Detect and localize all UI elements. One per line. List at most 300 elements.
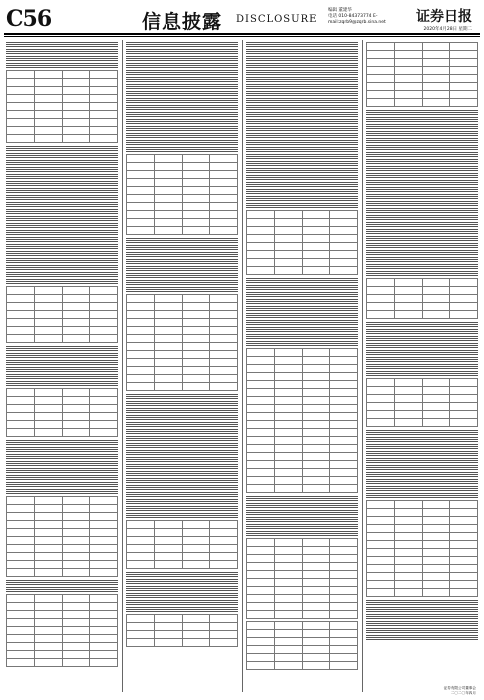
body-text-block bbox=[366, 158, 478, 164]
table-cell bbox=[7, 295, 35, 303]
table-row bbox=[7, 659, 118, 667]
body-text-block bbox=[126, 97, 238, 103]
table-cell bbox=[302, 603, 330, 611]
table-cell bbox=[247, 654, 275, 662]
disclosure-table bbox=[126, 294, 238, 391]
table-cell bbox=[422, 287, 450, 295]
table-cell bbox=[450, 43, 478, 51]
body-text-block bbox=[126, 435, 238, 441]
body-text-block bbox=[246, 319, 358, 325]
table-cell bbox=[302, 611, 330, 619]
table-cell bbox=[34, 389, 62, 397]
table-cell bbox=[330, 539, 358, 547]
table-cell bbox=[302, 235, 330, 243]
table-cell bbox=[154, 195, 182, 203]
table-cell bbox=[62, 287, 90, 295]
table-cell bbox=[90, 335, 118, 343]
table-cell bbox=[154, 537, 182, 545]
body-text-block bbox=[6, 264, 118, 270]
table-cell bbox=[127, 615, 155, 623]
table-cell bbox=[34, 135, 62, 143]
table-row bbox=[367, 525, 478, 533]
table-cell bbox=[274, 611, 302, 619]
body-text-block bbox=[126, 491, 238, 497]
table-cell bbox=[127, 561, 155, 569]
table-cell bbox=[247, 259, 275, 267]
table-cell bbox=[154, 615, 182, 623]
table-cell bbox=[7, 119, 35, 127]
table-row bbox=[7, 103, 118, 111]
table-cell bbox=[394, 589, 422, 597]
table-cell bbox=[302, 429, 330, 437]
body-text-block bbox=[366, 436, 478, 442]
table-cell bbox=[274, 579, 302, 587]
body-text-block bbox=[246, 298, 358, 304]
table-cell bbox=[7, 497, 35, 505]
table-row bbox=[247, 469, 358, 477]
table-cell bbox=[247, 349, 275, 357]
table-cell bbox=[34, 537, 62, 545]
table-cell bbox=[247, 611, 275, 619]
table-cell bbox=[247, 477, 275, 485]
table-cell bbox=[247, 437, 275, 445]
body-text-block bbox=[366, 492, 478, 498]
table-cell bbox=[127, 171, 155, 179]
table-cell bbox=[7, 513, 35, 521]
body-text-block bbox=[366, 450, 478, 456]
table-cell bbox=[247, 373, 275, 381]
table-cell bbox=[154, 553, 182, 561]
table-cell bbox=[450, 59, 478, 67]
table-cell bbox=[182, 561, 210, 569]
table-cell bbox=[330, 579, 358, 587]
table-cell bbox=[210, 311, 238, 319]
table-cell bbox=[330, 563, 358, 571]
body-text-block bbox=[6, 488, 118, 494]
table-cell bbox=[422, 509, 450, 517]
table-cell bbox=[210, 639, 238, 647]
table-cell bbox=[274, 445, 302, 453]
table-cell bbox=[247, 211, 275, 219]
table-cell bbox=[90, 643, 118, 651]
table-cell bbox=[210, 359, 238, 367]
table-cell bbox=[302, 267, 330, 275]
body-text-block bbox=[366, 256, 478, 262]
table-cell bbox=[450, 541, 478, 549]
body-text-block bbox=[6, 257, 118, 263]
table-row bbox=[7, 521, 118, 529]
table-cell bbox=[90, 127, 118, 135]
table-cell bbox=[394, 581, 422, 589]
body-text-block bbox=[126, 139, 238, 145]
table-cell bbox=[34, 659, 62, 667]
table-cell bbox=[422, 581, 450, 589]
table-cell bbox=[7, 79, 35, 87]
table-cell bbox=[127, 631, 155, 639]
table-row bbox=[7, 335, 118, 343]
table-cell bbox=[34, 611, 62, 619]
table-row bbox=[7, 643, 118, 651]
table-cell bbox=[34, 635, 62, 643]
table-cell bbox=[302, 405, 330, 413]
table-cell bbox=[182, 351, 210, 359]
body-text-block bbox=[246, 132, 358, 138]
table-cell bbox=[154, 179, 182, 187]
table-cell bbox=[90, 569, 118, 577]
table-cell bbox=[34, 553, 62, 561]
body-text-block bbox=[366, 328, 478, 334]
table-cell bbox=[330, 421, 358, 429]
table-cell bbox=[127, 203, 155, 211]
table-cell bbox=[330, 469, 358, 477]
body-text-block bbox=[246, 41, 358, 47]
table-cell bbox=[422, 311, 450, 319]
table-row bbox=[247, 638, 358, 646]
body-text-block bbox=[246, 523, 358, 529]
disclosure-table bbox=[6, 70, 118, 143]
body-text-block bbox=[246, 509, 358, 515]
body-text-block bbox=[126, 606, 238, 612]
table-cell bbox=[7, 651, 35, 659]
body-text-block bbox=[6, 373, 118, 379]
table-cell bbox=[247, 539, 275, 547]
body-text-block bbox=[6, 453, 118, 459]
table-cell bbox=[394, 311, 422, 319]
body-text-block bbox=[246, 111, 358, 117]
table-row bbox=[367, 287, 478, 295]
table-cell bbox=[62, 651, 90, 659]
table-row bbox=[247, 235, 358, 243]
table-cell bbox=[154, 335, 182, 343]
masthead-meta bbox=[328, 8, 418, 26]
body-text-block bbox=[366, 242, 478, 248]
table-cell bbox=[422, 411, 450, 419]
table-cell bbox=[34, 287, 62, 295]
table-row bbox=[247, 477, 358, 485]
table-cell bbox=[330, 622, 358, 630]
table-row bbox=[127, 187, 238, 195]
table-cell bbox=[182, 311, 210, 319]
body-text-block bbox=[366, 144, 478, 150]
body-text-block bbox=[366, 109, 478, 115]
table-row bbox=[367, 91, 478, 99]
table-row bbox=[247, 373, 358, 381]
table-cell bbox=[450, 573, 478, 581]
table-cell bbox=[182, 163, 210, 171]
table-cell bbox=[450, 557, 478, 565]
table-cell bbox=[394, 295, 422, 303]
table-cell bbox=[62, 413, 90, 421]
body-text-block bbox=[6, 345, 118, 351]
table-cell bbox=[302, 421, 330, 429]
table-cell bbox=[127, 545, 155, 553]
body-text-block bbox=[126, 456, 238, 462]
table-cell bbox=[450, 51, 478, 59]
table-row bbox=[127, 623, 238, 631]
body-text-block bbox=[366, 485, 478, 491]
body-text-block bbox=[126, 132, 238, 138]
table-row bbox=[367, 517, 478, 525]
table-cell bbox=[154, 359, 182, 367]
table-cell bbox=[34, 335, 62, 343]
table-cell bbox=[154, 351, 182, 359]
body-text-block bbox=[246, 340, 358, 346]
disclosure-table bbox=[6, 388, 118, 437]
body-text-block bbox=[246, 160, 358, 166]
table-cell bbox=[7, 135, 35, 143]
table-cell bbox=[210, 553, 238, 561]
body-text-block bbox=[6, 41, 118, 47]
footer-line-1: 证券有限公司董事会 bbox=[443, 686, 476, 690]
body-text-block bbox=[126, 407, 238, 413]
table-cell bbox=[247, 638, 275, 646]
table-cell bbox=[90, 529, 118, 537]
table-cell bbox=[34, 79, 62, 87]
table-cell bbox=[394, 387, 422, 395]
table-cell bbox=[127, 553, 155, 561]
table-row bbox=[127, 311, 238, 319]
table-cell bbox=[450, 565, 478, 573]
table-cell bbox=[274, 349, 302, 357]
table-cell bbox=[247, 469, 275, 477]
issue-date: 2020年4月28日 星期二 bbox=[423, 27, 472, 32]
body-text-block bbox=[366, 349, 478, 355]
table-cell bbox=[274, 235, 302, 243]
table-cell bbox=[182, 195, 210, 203]
disclosure-table bbox=[126, 520, 238, 569]
table-cell bbox=[422, 419, 450, 427]
body-text-block bbox=[366, 321, 478, 327]
table-cell bbox=[154, 383, 182, 391]
table-row bbox=[367, 395, 478, 403]
body-text-block bbox=[6, 173, 118, 179]
table-cell bbox=[247, 603, 275, 611]
table-cell bbox=[450, 501, 478, 509]
table-cell bbox=[330, 630, 358, 638]
table-cell bbox=[450, 525, 478, 533]
table-cell bbox=[274, 381, 302, 389]
table-cell bbox=[34, 521, 62, 529]
table-cell bbox=[34, 303, 62, 311]
table-cell bbox=[302, 357, 330, 365]
table-cell bbox=[154, 561, 182, 569]
table-cell bbox=[154, 311, 182, 319]
body-text-block bbox=[366, 123, 478, 129]
table-cell bbox=[247, 595, 275, 603]
body-text-block bbox=[366, 228, 478, 234]
body-text-block bbox=[126, 393, 238, 399]
body-text-block bbox=[126, 111, 238, 117]
page-number: C56 bbox=[6, 6, 52, 32]
footer-signature bbox=[444, 686, 476, 696]
table-row bbox=[247, 646, 358, 654]
body-text-block bbox=[246, 97, 358, 103]
table-row bbox=[247, 267, 358, 275]
body-text-block bbox=[246, 62, 358, 68]
table-row bbox=[367, 573, 478, 581]
table-row bbox=[7, 413, 118, 421]
table-cell bbox=[210, 219, 238, 227]
table-cell bbox=[34, 311, 62, 319]
table-row bbox=[247, 243, 358, 251]
table-cell bbox=[154, 187, 182, 195]
table-cell bbox=[62, 553, 90, 561]
table-row bbox=[127, 359, 238, 367]
table-row bbox=[247, 555, 358, 563]
table-cell bbox=[127, 521, 155, 529]
table-cell bbox=[274, 662, 302, 670]
table-cell bbox=[62, 295, 90, 303]
table-row bbox=[367, 565, 478, 573]
table-cell bbox=[274, 405, 302, 413]
table-cell bbox=[62, 619, 90, 627]
table-row bbox=[7, 569, 118, 577]
table-cell bbox=[34, 643, 62, 651]
table-row bbox=[7, 295, 118, 303]
table-cell bbox=[62, 611, 90, 619]
table-cell bbox=[7, 635, 35, 643]
body-text-block bbox=[126, 251, 238, 257]
table-row bbox=[247, 429, 358, 437]
table-cell bbox=[34, 295, 62, 303]
table-cell bbox=[274, 646, 302, 654]
table-cell bbox=[422, 549, 450, 557]
table-cell bbox=[210, 211, 238, 219]
body-text-block bbox=[126, 512, 238, 518]
table-cell bbox=[422, 279, 450, 287]
table-cell bbox=[302, 646, 330, 654]
body-text-block bbox=[126, 279, 238, 285]
table-row bbox=[367, 549, 478, 557]
table-cell bbox=[154, 203, 182, 211]
table-cell bbox=[247, 547, 275, 555]
table-cell bbox=[274, 630, 302, 638]
body-text-block bbox=[126, 505, 238, 511]
body-text-block bbox=[366, 627, 478, 633]
table-cell bbox=[422, 59, 450, 67]
table-cell bbox=[62, 327, 90, 335]
table-cell bbox=[394, 549, 422, 557]
table-cell bbox=[274, 267, 302, 275]
table-cell bbox=[274, 251, 302, 259]
table-cell bbox=[7, 87, 35, 95]
table-cell bbox=[34, 327, 62, 335]
body-text-block bbox=[246, 118, 358, 124]
table-row bbox=[247, 579, 358, 587]
table-cell bbox=[182, 187, 210, 195]
table-cell bbox=[34, 569, 62, 577]
table-cell bbox=[62, 545, 90, 553]
table-cell bbox=[247, 485, 275, 493]
table-cell bbox=[422, 83, 450, 91]
table-row bbox=[247, 547, 358, 555]
table-row bbox=[7, 497, 118, 505]
table-cell bbox=[62, 335, 90, 343]
body-text-block bbox=[126, 578, 238, 584]
body-text-block bbox=[246, 174, 358, 180]
body-text-block bbox=[246, 516, 358, 522]
column-divider bbox=[242, 40, 243, 692]
table-cell bbox=[367, 509, 395, 517]
table-cell bbox=[34, 627, 62, 635]
table-cell bbox=[34, 619, 62, 627]
table-cell bbox=[127, 639, 155, 647]
table-cell bbox=[154, 545, 182, 553]
table-row bbox=[367, 403, 478, 411]
table-row bbox=[7, 537, 118, 545]
table-cell bbox=[367, 565, 395, 573]
body-text-block bbox=[6, 55, 118, 61]
table-cell bbox=[7, 569, 35, 577]
table-cell bbox=[274, 429, 302, 437]
table-cell bbox=[90, 413, 118, 421]
table-cell bbox=[330, 603, 358, 611]
table-cell bbox=[34, 119, 62, 127]
table-cell bbox=[394, 43, 422, 51]
body-text-block bbox=[366, 457, 478, 463]
table-cell bbox=[7, 327, 35, 335]
body-text-block bbox=[246, 312, 358, 318]
body-text-block bbox=[6, 187, 118, 193]
table-cell bbox=[182, 303, 210, 311]
body-text-block bbox=[246, 188, 358, 194]
table-cell bbox=[7, 627, 35, 635]
table-cell bbox=[7, 611, 35, 619]
table-cell bbox=[330, 453, 358, 461]
table-cell bbox=[7, 335, 35, 343]
table-cell bbox=[422, 387, 450, 395]
table-cell bbox=[274, 539, 302, 547]
table-cell bbox=[62, 87, 90, 95]
body-text-block bbox=[366, 478, 478, 484]
table-cell bbox=[7, 413, 35, 421]
disclosure-table bbox=[246, 621, 358, 670]
table-cell bbox=[34, 413, 62, 421]
body-text-block bbox=[246, 48, 358, 54]
table-cell bbox=[182, 155, 210, 163]
table-cell bbox=[247, 219, 275, 227]
table-cell bbox=[154, 303, 182, 311]
table-cell bbox=[450, 403, 478, 411]
table-cell bbox=[182, 631, 210, 639]
table-cell bbox=[394, 51, 422, 59]
table-cell bbox=[7, 521, 35, 529]
table-row bbox=[367, 59, 478, 67]
table-cell bbox=[274, 603, 302, 611]
table-cell bbox=[394, 541, 422, 549]
table-cell bbox=[367, 379, 395, 387]
table-cell bbox=[450, 75, 478, 83]
table-cell bbox=[330, 349, 358, 357]
table-cell bbox=[450, 411, 478, 419]
table-cell bbox=[247, 389, 275, 397]
table-cell bbox=[330, 235, 358, 243]
table-row bbox=[247, 211, 358, 219]
table-cell bbox=[210, 295, 238, 303]
table-row bbox=[7, 95, 118, 103]
table-cell bbox=[62, 135, 90, 143]
table-cell bbox=[247, 267, 275, 275]
table-cell bbox=[90, 505, 118, 513]
brand-logo: 证券日报 bbox=[416, 9, 472, 25]
column-2 bbox=[126, 40, 238, 692]
table-cell bbox=[367, 403, 395, 411]
body-text-block bbox=[126, 83, 238, 89]
table-cell bbox=[274, 587, 302, 595]
table-cell bbox=[367, 99, 395, 107]
body-text-block bbox=[246, 55, 358, 61]
table-cell bbox=[7, 659, 35, 667]
